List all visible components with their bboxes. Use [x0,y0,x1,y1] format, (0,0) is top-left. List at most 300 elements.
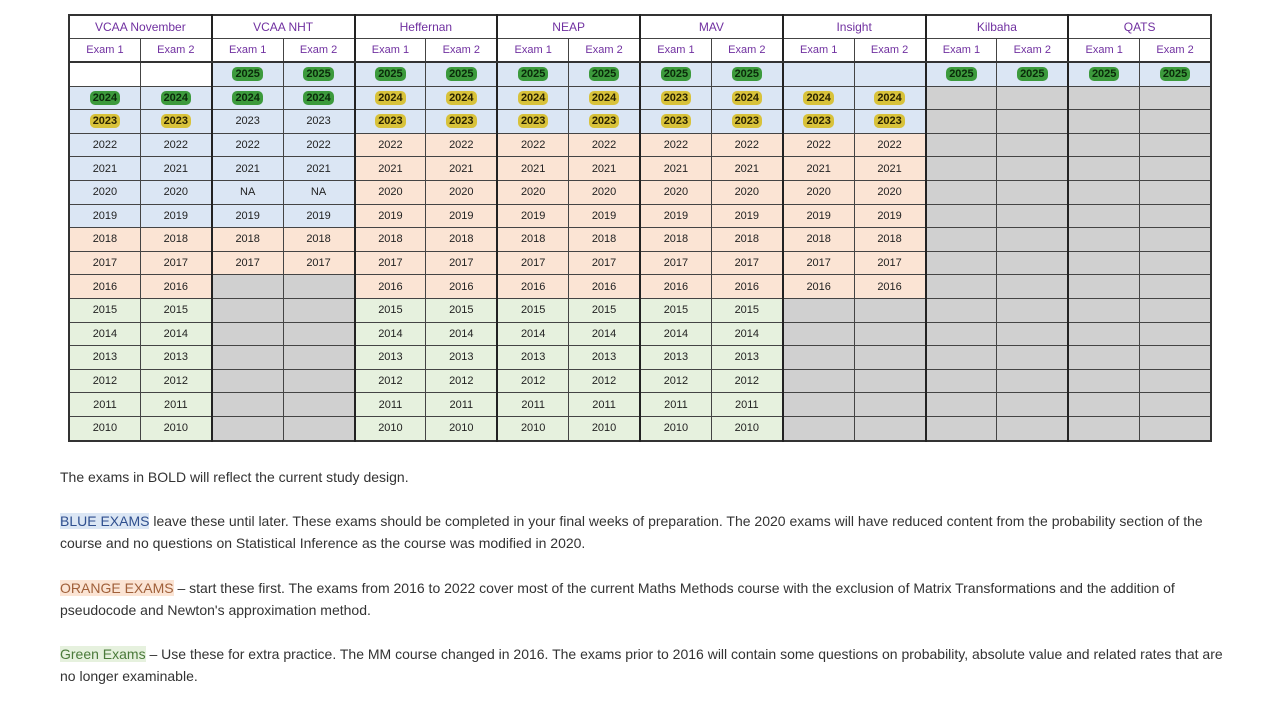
exam-cell[interactable] [212,110,283,134]
exam-cell[interactable] [783,228,854,252]
orange-exams-note [60,577,1230,621]
table-row [69,416,1211,440]
exam-cell[interactable] [283,251,354,275]
exam-cell [783,298,854,322]
exam-year: 2018 [663,233,689,246]
exam-cell[interactable] [426,228,497,252]
exam-cell[interactable] [426,416,497,440]
exam-cell[interactable] [426,393,497,417]
exam-cell[interactable] [140,133,211,157]
exam-cell[interactable] [426,251,497,275]
exam-cell[interactable] [355,346,426,370]
table-row [69,157,1211,181]
exam-year: 2017 [520,257,546,270]
exam-cell[interactable] [212,86,283,110]
exam-cell[interactable] [640,86,711,110]
exam-year: 2015 [663,304,689,317]
green-exams-label: Green Exams [60,646,146,662]
exam-cell[interactable] [640,346,711,370]
exam-year: 2018 [378,233,403,246]
exam-year: 2023 [306,115,331,128]
exam-year: 2013 [378,351,403,364]
exam-year: 2023 [803,114,833,128]
exam-cell[interactable] [640,251,711,275]
exam-cell[interactable] [640,393,711,417]
exam-cell[interactable] [783,251,854,275]
exam-cell [1140,204,1211,228]
exam-cell[interactable] [711,86,782,110]
exam-cell[interactable] [140,369,211,393]
exam-cell[interactable] [426,180,497,204]
exam-cell[interactable] [711,110,782,134]
exam-cell[interactable] [355,180,426,204]
exam-cell [926,369,997,393]
exam-cell[interactable] [569,157,640,181]
exam-cell [997,275,1068,299]
exam-cell[interactable] [355,322,426,346]
exam-cell[interactable] [283,110,354,134]
exam-year: 2025 [589,67,619,81]
exam-year: 2020 [92,186,118,199]
exam-cell[interactable] [140,416,211,440]
exam-cell[interactable] [854,133,925,157]
exam-year: 2010 [663,422,689,435]
exam-cell[interactable] [69,251,140,275]
exam-cell [997,251,1068,275]
exam-year: 2016 [378,280,403,293]
exam-cell[interactable] [711,416,782,440]
exam-cell[interactable] [69,393,140,417]
exam-cell[interactable] [783,157,854,181]
exam-cell [1068,346,1139,370]
exam-cell[interactable] [711,228,782,252]
exam-year: 2024 [803,91,833,105]
exam-cell[interactable] [569,298,640,322]
exam-cell[interactable] [283,86,354,110]
exam-cell[interactable] [497,393,568,417]
exam-year: 2021 [663,162,689,175]
exam-cell[interactable] [140,204,211,228]
exam-year: 2024 [874,91,904,105]
exam-cell [926,133,997,157]
exam-cell[interactable] [283,62,354,86]
exam-cell[interactable] [355,62,426,86]
exam-year: 2020 [806,186,831,199]
exam-year: 2014 [520,327,546,340]
exam-cell [783,322,854,346]
exam-cell[interactable] [640,369,711,393]
exam-cell[interactable] [426,322,497,346]
exam-cell[interactable] [640,322,711,346]
exam-year: 2010 [734,422,760,435]
exam-year: NA [310,186,327,199]
exam-cell[interactable] [711,322,782,346]
exam-cell [1068,322,1139,346]
exam-year: 2016 [734,280,760,293]
exam-cell[interactable] [426,275,497,299]
exam-cell[interactable] [783,275,854,299]
exam-header: Exam 1 [212,39,283,63]
exam-cell[interactable] [640,416,711,440]
exam-year: 2024 [518,91,548,105]
exam-cell[interactable] [497,251,568,275]
exam-cell [212,322,283,346]
exam-cell [997,86,1068,110]
exam-cell[interactable] [212,133,283,157]
exam-year: 2022 [663,139,689,152]
exam-cell[interactable] [426,86,497,110]
exam-cell[interactable] [569,346,640,370]
exam-cell [283,369,354,393]
bold-note: The exams in BOLD will reflect the current study design. [60,469,409,485]
exam-cell[interactable] [426,369,497,393]
exam-year: 2024 [446,91,476,105]
exam-year: 2021 [520,162,546,175]
exam-cell[interactable] [711,133,782,157]
exam-cell[interactable] [569,322,640,346]
exam-cell[interactable] [497,204,568,228]
exam-cell[interactable] [497,62,568,86]
exam-cell[interactable] [569,393,640,417]
exam-year: 2013 [734,351,760,364]
exam-cell [926,180,997,204]
exam-year: 2011 [93,398,117,411]
exam-cell[interactable] [569,204,640,228]
exam-cell[interactable] [69,133,140,157]
exam-year: 2017 [449,257,474,270]
exam-cell [1068,416,1139,440]
exam-cell[interactable] [640,110,711,134]
exam-cell[interactable] [355,228,426,252]
exam-cell[interactable] [711,180,782,204]
exam-cell[interactable] [569,275,640,299]
exam-header: Exam 2 [283,39,354,63]
exam-cell[interactable] [355,416,426,440]
provider-header: NEAP [497,15,640,39]
exam-year: 2020 [449,186,474,199]
exam-cell[interactable] [426,110,497,134]
exam-cell[interactable] [711,251,782,275]
exam-year: 2025 [732,67,762,81]
exam-cell[interactable] [497,322,568,346]
exam-cell[interactable] [140,346,211,370]
exam-year: 2020 [591,186,617,199]
exam-cell [69,62,140,86]
exam-cell [283,275,354,299]
exam-cell [997,393,1068,417]
exam-cell[interactable] [497,298,568,322]
exam-cell[interactable] [69,416,140,440]
exam-cell[interactable] [212,62,283,86]
exam-cell[interactable] [140,86,211,110]
exam-year: 2017 [663,257,689,270]
exam-year: 2024 [90,91,120,105]
exam-year: 2019 [163,209,189,222]
exam-header: Exam 1 [1068,39,1139,63]
exam-cell[interactable] [711,204,782,228]
exam-year: 2012 [591,375,617,388]
exam-cell[interactable] [426,133,497,157]
table-row [69,393,1211,417]
exam-year: NA [240,186,256,199]
exam-cell[interactable] [569,110,640,134]
exam-cell [854,393,925,417]
provider-header: QATS [1068,15,1211,39]
exam-cell[interactable] [69,275,140,299]
exam-cell[interactable] [140,322,211,346]
exam-cell[interactable] [212,180,283,204]
exam-cell[interactable] [69,86,140,110]
exam-cell [783,416,854,440]
exam-cell [926,251,997,275]
exam-cell[interactable] [640,180,711,204]
exam-year: 2023 [235,115,260,128]
exam-year: 2013 [163,351,189,364]
exam-cell[interactable] [640,133,711,157]
exam-year: 2020 [163,186,189,199]
exam-cell[interactable] [355,133,426,157]
exam-cell[interactable] [854,275,925,299]
exam-cell[interactable] [355,298,426,322]
exam-year: 2019 [806,209,831,222]
exam-cell [1068,298,1139,322]
exam-cell[interactable] [640,204,711,228]
exam-cell[interactable] [497,110,568,134]
exam-year: 2022 [306,139,331,152]
exam-cell[interactable] [854,251,925,275]
exam-cell[interactable] [69,298,140,322]
exam-cell[interactable] [569,86,640,110]
exam-year: 2014 [378,327,403,340]
exam-year: 2015 [520,304,546,317]
exam-cell[interactable] [355,157,426,181]
exam-year: 2018 [306,233,331,246]
exam-year: 2021 [92,162,118,175]
exam-year: 2016 [591,280,617,293]
exam-cell [1068,204,1139,228]
exam-cell[interactable] [711,393,782,417]
exam-cell [926,322,997,346]
exam-cell[interactable] [497,228,568,252]
exam-cell[interactable] [640,62,711,86]
exam-year: 2022 [163,139,189,152]
exam-year: 2025 [1160,67,1190,81]
exam-cell[interactable] [497,180,568,204]
table-row [69,275,1211,299]
exam-cell[interactable] [212,157,283,181]
exam-cell [1068,110,1139,134]
exam-cell [997,133,1068,157]
exam-year: 2021 [306,162,331,175]
exam-cell [283,393,354,417]
exam-cell[interactable] [69,322,140,346]
exam-header: Exam 2 [569,39,640,63]
exam-cell [926,393,997,417]
exam-cell[interactable] [497,86,568,110]
exam-cell[interactable] [212,251,283,275]
exam-cell[interactable] [783,110,854,134]
exam-cell[interactable] [69,110,140,134]
exam-cell[interactable] [212,204,283,228]
exam-cell[interactable] [711,346,782,370]
table-row [69,180,1211,204]
exam-cell[interactable] [69,228,140,252]
exam-year: 2013 [520,351,546,364]
exam-year: 2019 [734,209,760,222]
exam-cell[interactable] [1140,62,1211,86]
exam-year: 2011 [378,398,403,411]
exam-header: Exam 2 [997,39,1068,63]
exam-cell[interactable] [497,275,568,299]
exam-cell[interactable] [569,416,640,440]
exam-cell[interactable] [497,416,568,440]
exam-cell[interactable] [69,346,140,370]
exam-header: Exam 1 [783,39,854,63]
exam-cell[interactable] [355,275,426,299]
exam-cell[interactable] [426,298,497,322]
exam-cell[interactable] [569,228,640,252]
exam-cell [1140,86,1211,110]
exam-cell[interactable] [69,204,140,228]
exam-cell[interactable] [355,204,426,228]
exam-cell[interactable] [1068,62,1139,86]
exam-cell [283,346,354,370]
exam-cell[interactable] [140,251,211,275]
exam-cell [1068,369,1139,393]
exam-cell[interactable] [569,133,640,157]
exam-year: 2023 [661,91,691,105]
exam-cell[interactable] [140,393,211,417]
exam-year: 2019 [449,209,474,222]
exam-cell[interactable] [854,157,925,181]
exam-year: 2011 [521,398,546,411]
exam-cell[interactable] [926,62,997,86]
exam-cell[interactable] [783,86,854,110]
exam-cell[interactable] [854,228,925,252]
table-row [69,369,1211,393]
exam-cell[interactable] [140,157,211,181]
exam-cell[interactable] [140,298,211,322]
exam-year: 2014 [591,327,617,340]
exam-year: 2021 [163,162,189,175]
exam-year: 2020 [877,186,902,199]
exam-cell[interactable] [497,133,568,157]
exam-cell[interactable] [854,86,925,110]
exam-cell[interactable] [711,157,782,181]
exam-cell [1140,298,1211,322]
exam-year: 2013 [663,351,689,364]
exam-cell[interactable] [997,62,1068,86]
exam-year: 2018 [806,233,831,246]
exam-cell[interactable] [355,86,426,110]
exam-cell[interactable] [355,110,426,134]
exam-cell[interactable] [140,228,211,252]
exam-schedule-table [68,14,1212,442]
exam-cell [926,110,997,134]
exam-year: 2021 [449,162,474,175]
exam-cell[interactable] [497,346,568,370]
exam-cell[interactable] [140,275,211,299]
exam-cell[interactable] [69,157,140,181]
exam-year: 2018 [877,233,902,246]
exam-cell[interactable] [355,369,426,393]
exam-cell[interactable] [569,251,640,275]
exam-cell[interactable] [640,275,711,299]
exam-year: 2019 [378,209,403,222]
exam-year: 2024 [232,91,262,105]
exam-cell[interactable] [140,180,211,204]
exam-year: 2019 [235,209,260,222]
exam-cell[interactable] [569,369,640,393]
exam-cell[interactable] [426,346,497,370]
exam-cell[interactable] [426,157,497,181]
table-row [69,228,1211,252]
exam-cell[interactable] [212,228,283,252]
exam-cell[interactable] [283,180,354,204]
exam-cell[interactable] [640,298,711,322]
exam-cell[interactable] [497,157,568,181]
exam-cell[interactable] [711,275,782,299]
exam-cell[interactable] [854,180,925,204]
exam-year: 2012 [378,375,403,388]
table-row [69,204,1211,228]
exam-cell[interactable] [355,251,426,275]
exam-cell [997,322,1068,346]
exam-cell[interactable] [426,204,497,228]
exam-cell[interactable] [283,228,354,252]
exam-cell [926,346,997,370]
exam-year: 2024 [161,91,191,105]
provider-header: MAV [640,15,783,39]
exam-cell[interactable] [569,180,640,204]
exam-cell[interactable] [283,157,354,181]
exam-cell[interactable] [497,369,568,393]
exam-cell[interactable] [283,204,354,228]
exam-cell[interactable] [426,62,497,86]
exam-cell[interactable] [640,157,711,181]
exam-cell[interactable] [711,298,782,322]
exam-cell[interactable] [640,228,711,252]
exam-year: 2021 [235,162,260,175]
exam-header: Exam 1 [497,39,568,63]
exam-cell[interactable] [854,204,925,228]
exam-year: 2018 [520,233,546,246]
exam-cell [212,275,283,299]
exam-cell[interactable] [355,393,426,417]
exam-cell [1068,275,1139,299]
exam-cell [783,393,854,417]
exam-cell[interactable] [854,110,925,134]
exam-cell[interactable] [783,133,854,157]
exam-year: 2021 [591,162,617,175]
exam-cell[interactable] [283,133,354,157]
exam-year: 2021 [734,162,760,175]
exam-cell[interactable] [711,369,782,393]
exam-cell[interactable] [69,180,140,204]
exam-year: 2011 [664,398,688,411]
exam-cell[interactable] [569,62,640,86]
provider-header-row [69,15,1211,39]
exam-cell [212,369,283,393]
exam-cell [997,346,1068,370]
exam-cell[interactable] [140,110,211,134]
exam-cell [783,62,854,86]
exam-cell[interactable] [783,180,854,204]
exam-cell [283,416,354,440]
exam-cell[interactable] [69,369,140,393]
exam-cell[interactable] [711,62,782,86]
exam-cell[interactable] [783,204,854,228]
